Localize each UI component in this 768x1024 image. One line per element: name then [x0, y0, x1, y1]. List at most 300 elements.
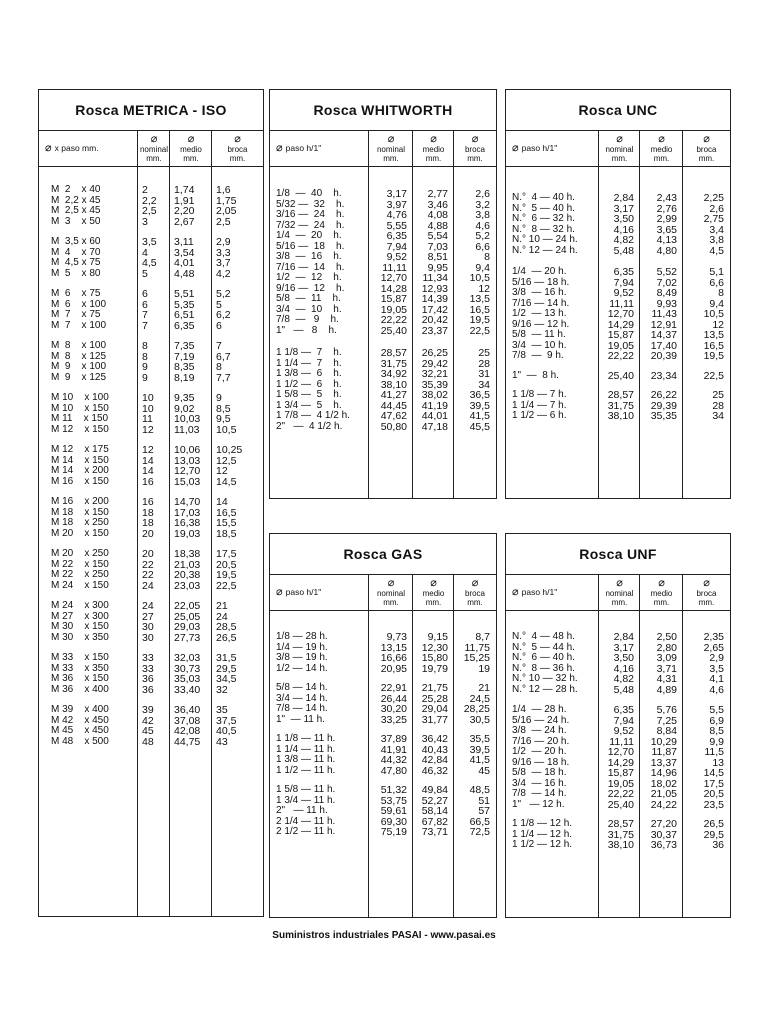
table-row — [270, 273, 496, 284]
medio-value: 6,35 — [174, 319, 195, 332]
panel-whitworth — [269, 89, 497, 499]
thread-designation: M 2,5 x 45 — [51, 205, 101, 216]
thread-designation: 9/16 — 18 h. — [512, 756, 570, 768]
broca-value: 32 — [216, 683, 228, 696]
broca-value: 9,5 — [216, 413, 231, 425]
col-header-unit: mm. — [229, 153, 246, 163]
medio-value: 2,80 — [656, 641, 677, 654]
nominal-value: 4,76 — [386, 209, 407, 221]
medio-value: 17,42 — [421, 303, 448, 316]
col-header-label: nominal — [376, 588, 405, 598]
thread-designation: 5/16 — 24 h. — [512, 714, 570, 726]
thread-designation: M 42 x 450 — [51, 714, 109, 726]
table-row — [270, 390, 496, 401]
broca-value: 19,5 — [703, 350, 724, 362]
thread-designation: M 9 x 100 — [51, 361, 107, 372]
thread-designation: M 16 x 200 — [51, 496, 109, 507]
medio-value: 1,74 — [174, 184, 195, 196]
nominal-value: 3,97 — [386, 198, 407, 211]
col-header-label: broca — [227, 144, 248, 154]
nominal-value: 7,94 — [386, 240, 407, 253]
table-row — [270, 411, 496, 422]
medio-value: 35,03 — [174, 673, 201, 685]
nominal-value: 11,11 — [382, 261, 407, 274]
thread-designation: 1 1/4 — 11 h. — [276, 743, 336, 755]
medio-value: 7,35 — [174, 340, 195, 352]
nominal-value: 9 — [142, 371, 148, 384]
nominal-value: 31,75 — [607, 399, 634, 412]
broca-value: 7 — [216, 340, 222, 352]
thread-designation: M 7 x 100 — [51, 319, 107, 331]
diameter-icon: ⌀ — [150, 132, 158, 145]
col-header-paso-label: paso h/1" — [521, 142, 558, 153]
medio-value: 73,71 — [421, 826, 448, 838]
thread-designation: 1" — 8 h. — [512, 369, 559, 381]
nominal-value: 4,16 — [613, 223, 634, 236]
broca-value: 6 — [216, 319, 222, 332]
thread-designation: 1 5/8 — 5 h. — [276, 389, 342, 400]
broca-value: 16,5 — [216, 506, 237, 519]
col-header-unit: mm. — [611, 153, 628, 163]
table-row — [270, 231, 496, 242]
nominal-value: 5,48 — [613, 244, 634, 257]
nominal-value: 41,27 — [380, 389, 407, 401]
thread-designation: 1 1/4 — 7 h. — [276, 357, 342, 369]
thread-designation: M 10 x 100 — [51, 392, 109, 403]
nominal-value: 16 — [142, 475, 154, 488]
broca-value: 9,4 — [475, 261, 490, 274]
nominal-value: 15,87 — [380, 293, 407, 305]
broca-value: 3,8 — [475, 209, 490, 221]
table-row — [506, 632, 730, 643]
col-header-unit: mm. — [611, 597, 628, 607]
broca-value: 8,5 — [709, 725, 724, 737]
table-row — [39, 185, 263, 196]
nominal-value: 3,17 — [613, 641, 634, 654]
nominal-value: 12 — [142, 423, 154, 436]
nominal-value: 48 — [142, 735, 154, 748]
diameter-icon: ⌀ — [703, 576, 710, 589]
thread-designation: 5/8 — 11 h. — [276, 293, 341, 304]
nominal-value: 20 — [142, 527, 154, 540]
medio-value: 67,82 — [421, 815, 448, 828]
nominal-value: 38,10 — [607, 410, 634, 422]
medio-value: 8,19 — [174, 371, 195, 384]
thread-designation: 1 3/4 — 5 h. — [276, 399, 342, 411]
diameter-icon: ⌀ — [616, 576, 623, 589]
col-header-paso — [506, 130, 605, 166]
table-row — [506, 800, 730, 811]
col-header-broca — [683, 574, 730, 610]
nominal-value: 15,87 — [607, 329, 634, 341]
nominal-value: 19,05 — [607, 339, 634, 352]
table-row — [270, 806, 496, 817]
nominal-value: 22,22 — [607, 788, 634, 800]
col-header-nominal — [599, 130, 640, 166]
medio-value: 42,08 — [174, 725, 201, 737]
col-header-unit: mm. — [467, 597, 483, 607]
nominal-value: 31,75 — [380, 357, 407, 370]
nominal-value: 6,35 — [613, 266, 634, 278]
thread-designation: 2 1/2 — 11 h. — [276, 826, 336, 837]
table-row — [39, 237, 263, 248]
thread-designation: 1/8 — 28 h. — [276, 631, 328, 642]
table-row — [270, 294, 496, 305]
thread-designation: 7/16 — 14 h. — [276, 261, 345, 273]
broca-value: 72,5 — [469, 826, 490, 838]
thread-designation: 1/2 — 14 h. — [276, 662, 328, 674]
thread-designation: 2" — 4 1/2 h. — [276, 420, 343, 432]
table-row — [270, 664, 496, 675]
broca-value: 23,5 — [703, 798, 724, 811]
medio-value: 12,70 — [174, 465, 201, 477]
thread-designation: N.° 8 — 36 h. — [512, 662, 575, 674]
medio-value: 30,73 — [174, 662, 201, 675]
broca-value: 25 — [712, 389, 724, 401]
table-row — [39, 393, 263, 404]
nominal-value: 2,5 — [142, 205, 157, 217]
table-row — [270, 785, 496, 796]
medio-value: 14,39 — [421, 293, 448, 305]
broca-value: 34 — [478, 378, 490, 391]
nominal-value: 9,52 — [613, 287, 634, 299]
thread-designation: M 33 x 350 — [51, 662, 109, 674]
broca-value: 10,5 — [703, 308, 724, 320]
thread-designation: 7/8 — 9 h. — [512, 350, 564, 361]
broca-value: 21 — [216, 600, 228, 612]
col-header-nominal — [369, 130, 413, 166]
col-header-paso — [270, 574, 375, 610]
broca-value: 31 — [478, 368, 490, 380]
col-header-unit: mm. — [183, 153, 199, 163]
thread-designation: N.° 6 — 40 h. — [512, 652, 575, 663]
medio-value: 2,20 — [174, 205, 195, 217]
broca-value: 5,2 — [216, 288, 231, 300]
nominal-value: 10 — [142, 392, 154, 404]
nominal-value: 44,45 — [380, 399, 407, 412]
col-header-label: nominal — [139, 144, 168, 154]
thread-designation: N.° 10 — 24 h. — [512, 234, 578, 245]
col-header-unit: mm. — [146, 153, 162, 163]
nominal-value: 9 — [142, 361, 148, 373]
thread-designation: M 18 x 150 — [51, 506, 109, 518]
broca-value: 4,2 — [216, 267, 231, 280]
medio-value: 12,30 — [421, 641, 448, 654]
medio-value: 22,05 — [174, 600, 201, 612]
medio-value: 19,79 — [421, 662, 448, 675]
broca-value: 9 — [216, 392, 222, 404]
nominal-value: 5,55 — [386, 219, 407, 232]
medio-value: 14,70 — [174, 496, 201, 508]
medio-value: 26,22 — [650, 389, 677, 401]
broca-value: 43 — [216, 735, 228, 748]
nominal-value: 69,30 — [380, 815, 407, 828]
broca-value: 39,5 — [469, 743, 490, 756]
panel-title: Rosca WHITWORTH — [270, 90, 496, 131]
thread-designation: M 39 x 400 — [51, 704, 109, 715]
nominal-value: 11,11 — [609, 735, 634, 748]
medio-value: 20,42 — [421, 314, 448, 326]
nominal-value: 22,22 — [380, 314, 407, 326]
medio-value: 3,65 — [656, 223, 677, 236]
diameter-icon: ⌀ — [276, 585, 283, 598]
medio-value: 24,22 — [650, 798, 677, 811]
thread-designation: M 8 x 125 — [51, 350, 107, 362]
thread-designation: 3/16 — 24 h. — [276, 209, 345, 220]
medio-value: 9,35 — [174, 392, 195, 404]
nominal-value: 25,40 — [607, 369, 634, 382]
nominal-value: 30,20 — [380, 703, 407, 715]
broca-value: 48,5 — [469, 784, 490, 796]
col-header-medio — [413, 130, 454, 166]
nominal-value: 28,57 — [380, 347, 407, 359]
medio-value: 30,37 — [650, 828, 677, 841]
thread-designation: 1/8 — 40 h. — [276, 188, 342, 199]
thread-designation: N.° 4 — 40 h. — [512, 192, 575, 203]
broca-value: 2,9 — [216, 236, 231, 248]
broca-value: 12 — [712, 318, 724, 331]
medio-value: 42,84 — [421, 754, 448, 766]
col-header-nominal — [599, 574, 640, 610]
thread-designation: N.° 5 — 40 h. — [512, 202, 575, 214]
thread-designation: M 33 x 150 — [51, 652, 109, 663]
broca-value: 20,5 — [703, 788, 724, 800]
broca-value: 22,5 — [469, 324, 490, 337]
nominal-value: 19,05 — [380, 303, 407, 316]
table-row — [506, 674, 730, 685]
nominal-value: 24 — [142, 579, 154, 592]
table-row — [506, 840, 730, 851]
table-row — [39, 373, 263, 384]
nominal-value: 14,29 — [607, 756, 634, 769]
thread-designation: 9/16 — 12 h. — [276, 282, 345, 294]
medio-value: 25,05 — [174, 610, 201, 623]
thread-designation: 7/8 — 14 h. — [512, 788, 567, 799]
thread-designation: N.° 10 — 32 h. — [512, 673, 578, 684]
broca-value: 13,5 — [703, 329, 724, 341]
thread-designation: M 3 x 50 — [51, 215, 101, 227]
broca-value: 4,6 — [475, 219, 490, 232]
medio-value: 11,34 — [422, 272, 448, 284]
col-header-label: broca — [464, 588, 485, 598]
thread-designation: N.° 12 — 24 h. — [512, 244, 578, 256]
nominal-value: 3,5 — [142, 236, 157, 248]
nominal-value: 22,22 — [607, 350, 634, 362]
table-row — [506, 390, 730, 401]
medio-value: 2,77 — [427, 188, 448, 200]
nominal-value: 6 — [142, 288, 148, 300]
thread-designation: 1 1/8 — 11 h. — [276, 733, 336, 744]
nominal-value: 38,10 — [607, 839, 634, 851]
broca-value: 41,5 — [469, 410, 490, 422]
col-header-nominal — [369, 574, 413, 610]
thread-designation: 1/4 — 20 h. — [512, 266, 567, 277]
table-row — [39, 726, 263, 737]
medio-value: 11,43 — [651, 308, 677, 320]
table-row — [270, 704, 496, 715]
broca-value: 2,65 — [703, 641, 724, 654]
col-header-unit: mm. — [383, 597, 399, 607]
nominal-value: 14 — [142, 454, 154, 467]
medio-value: 25,28 — [421, 692, 448, 705]
nominal-value: 18 — [142, 506, 154, 519]
table-row — [506, 330, 730, 341]
thread-designation: 3/4 — 16 h. — [512, 777, 567, 789]
nominal-value: 4,5 — [142, 257, 157, 269]
col-header-unit: mm. — [467, 153, 483, 163]
nominal-value: 4 — [142, 246, 148, 259]
nominal-value: 36 — [142, 673, 154, 685]
medio-value: 7,19 — [174, 350, 195, 363]
broca-value: 45 — [478, 764, 490, 777]
thread-designation: M 2 x 40 — [51, 184, 101, 195]
broca-value: 2,05 — [216, 205, 237, 217]
broca-value: 14 — [216, 496, 228, 508]
nominal-value: 14 — [142, 465, 154, 477]
broca-value: 3,3 — [216, 246, 231, 259]
nominal-value: 5,48 — [613, 683, 634, 696]
col-header-medio — [170, 130, 212, 166]
table-row — [270, 653, 496, 664]
broca-value: 1,6 — [216, 184, 231, 196]
table-row — [39, 581, 263, 592]
col-header-label: nominal — [605, 588, 634, 598]
nominal-value: 14,29 — [607, 318, 634, 331]
table-row — [39, 633, 263, 644]
table-row — [270, 189, 496, 200]
nominal-value: 9,73 — [386, 631, 407, 643]
thread-designation: 3/4 — 14 h. — [276, 692, 328, 704]
medio-value: 9,95 — [427, 261, 448, 274]
table-row — [506, 726, 730, 737]
medio-value: 5,51 — [174, 288, 195, 300]
table-row — [39, 674, 263, 685]
broca-value: 14,5 — [703, 767, 724, 779]
footer-text: Suministros industriales PASAI - www.pasai.es — [272, 930, 496, 941]
medio-value: 17,03 — [174, 506, 201, 519]
thread-designation: N.° 5 — 44 h. — [512, 641, 575, 653]
medio-value: 2,50 — [656, 631, 677, 643]
broca-value: 29,5 — [703, 828, 724, 841]
medio-value: 5,54 — [427, 230, 448, 242]
broca-value: 8 — [718, 287, 724, 299]
diameter-icon: ⌀ — [187, 132, 195, 145]
nominal-value: 28,57 — [607, 389, 634, 401]
medio-value: 20,39 — [650, 350, 677, 362]
thread-designation: 1 3/8 — 11 h. — [276, 754, 336, 765]
nominal-value: 6,35 — [613, 704, 634, 716]
broca-value: 18,5 — [216, 527, 237, 540]
table-row — [39, 705, 263, 716]
broca-value: 3,7 — [216, 257, 231, 269]
medio-value: 12,91 — [650, 318, 677, 331]
table-row — [39, 425, 263, 436]
table-row — [270, 326, 496, 337]
col-header-paso-label: paso h/1" — [285, 142, 322, 153]
thread-designation: M 8 x 100 — [51, 340, 107, 351]
nominal-value: 16,66 — [380, 652, 407, 664]
medio-value: 1,91 — [174, 194, 195, 207]
broca-value: 8 — [216, 361, 222, 373]
broca-value: 2,35 — [703, 631, 724, 643]
table-row — [506, 653, 730, 664]
nominal-value: 4,16 — [613, 662, 634, 675]
medio-value: 9,93 — [656, 297, 677, 310]
broca-value: 28,25 — [463, 703, 490, 715]
nominal-value: 30 — [142, 621, 154, 633]
broca-value: 2,6 — [475, 188, 490, 200]
broca-value: 6,7 — [216, 350, 231, 363]
broca-value: 36 — [712, 839, 724, 851]
nominal-value: 4,82 — [613, 234, 634, 246]
thread-designation: M 30 x 150 — [51, 621, 109, 632]
nominal-value: 5 — [142, 267, 148, 280]
medio-value: 27,73 — [174, 631, 201, 644]
broca-value: 8 — [484, 251, 490, 263]
table-row — [39, 258, 263, 269]
thread-designation: 1" — 8 h. — [276, 324, 337, 336]
nominal-value: 19,05 — [607, 777, 634, 790]
broca-value: 3,8 — [709, 234, 724, 246]
broca-value: 17,5 — [216, 548, 237, 560]
thread-designation: 1" — 12 h. — [512, 798, 565, 810]
medio-value: 17,40 — [650, 339, 677, 352]
medio-value: 5,52 — [656, 266, 677, 278]
broca-value: 10,25 — [216, 444, 243, 456]
table-row — [39, 685, 263, 696]
medio-value: 11,03 — [174, 423, 200, 436]
nominal-value: 39 — [142, 704, 154, 716]
table-row — [39, 570, 263, 581]
thread-designation: M 30 x 350 — [51, 631, 109, 643]
diameter-icon: ⌀ — [658, 576, 665, 589]
broca-value: 4,6 — [709, 683, 724, 696]
table-row — [39, 518, 263, 529]
thread-designation: 1 3/4 — 11 h. — [276, 794, 336, 806]
col-header-unit: mm. — [383, 153, 399, 163]
table-row — [506, 768, 730, 779]
col-header-unit: mm. — [698, 597, 715, 607]
nominal-value: 31,75 — [607, 828, 634, 841]
medio-value: 21,75 — [421, 682, 448, 694]
thread-designation: 1 7/8 — 4 1/2 h. — [276, 410, 350, 421]
thread-designation: 1 1/4 — 7 h. — [512, 399, 567, 411]
thread-designation: 3/4 — 10 h. — [276, 303, 342, 315]
broca-value: 30,5 — [469, 713, 490, 726]
col-header-medio — [640, 130, 683, 166]
nominal-value: 8 — [142, 340, 148, 352]
thread-designation: M 5 x 80 — [51, 267, 101, 279]
medio-value: 41,19 — [421, 399, 448, 412]
nominal-value: 22,91 — [380, 682, 407, 694]
broca-value: 14,5 — [216, 475, 237, 488]
medio-value: 10,03 — [174, 413, 201, 425]
medio-value: 46,32 — [421, 764, 448, 777]
thread-designation: M 3,5 x 60 — [51, 236, 101, 247]
medio-value: 7,02 — [656, 276, 677, 289]
table-row — [39, 414, 263, 425]
medio-value: 7,03 — [427, 240, 448, 253]
col-header-nominal — [138, 130, 170, 166]
medio-value: 33,40 — [174, 683, 201, 696]
medio-value: 27,20 — [650, 818, 677, 830]
nominal-value: 2,2 — [142, 194, 157, 207]
broca-value: 39,5 — [469, 399, 490, 412]
broca-value: 8,5 — [216, 402, 231, 415]
medio-value: 26,25 — [421, 347, 448, 359]
nominal-value: 33 — [142, 652, 154, 664]
col-header-unit: mm. — [425, 153, 442, 163]
